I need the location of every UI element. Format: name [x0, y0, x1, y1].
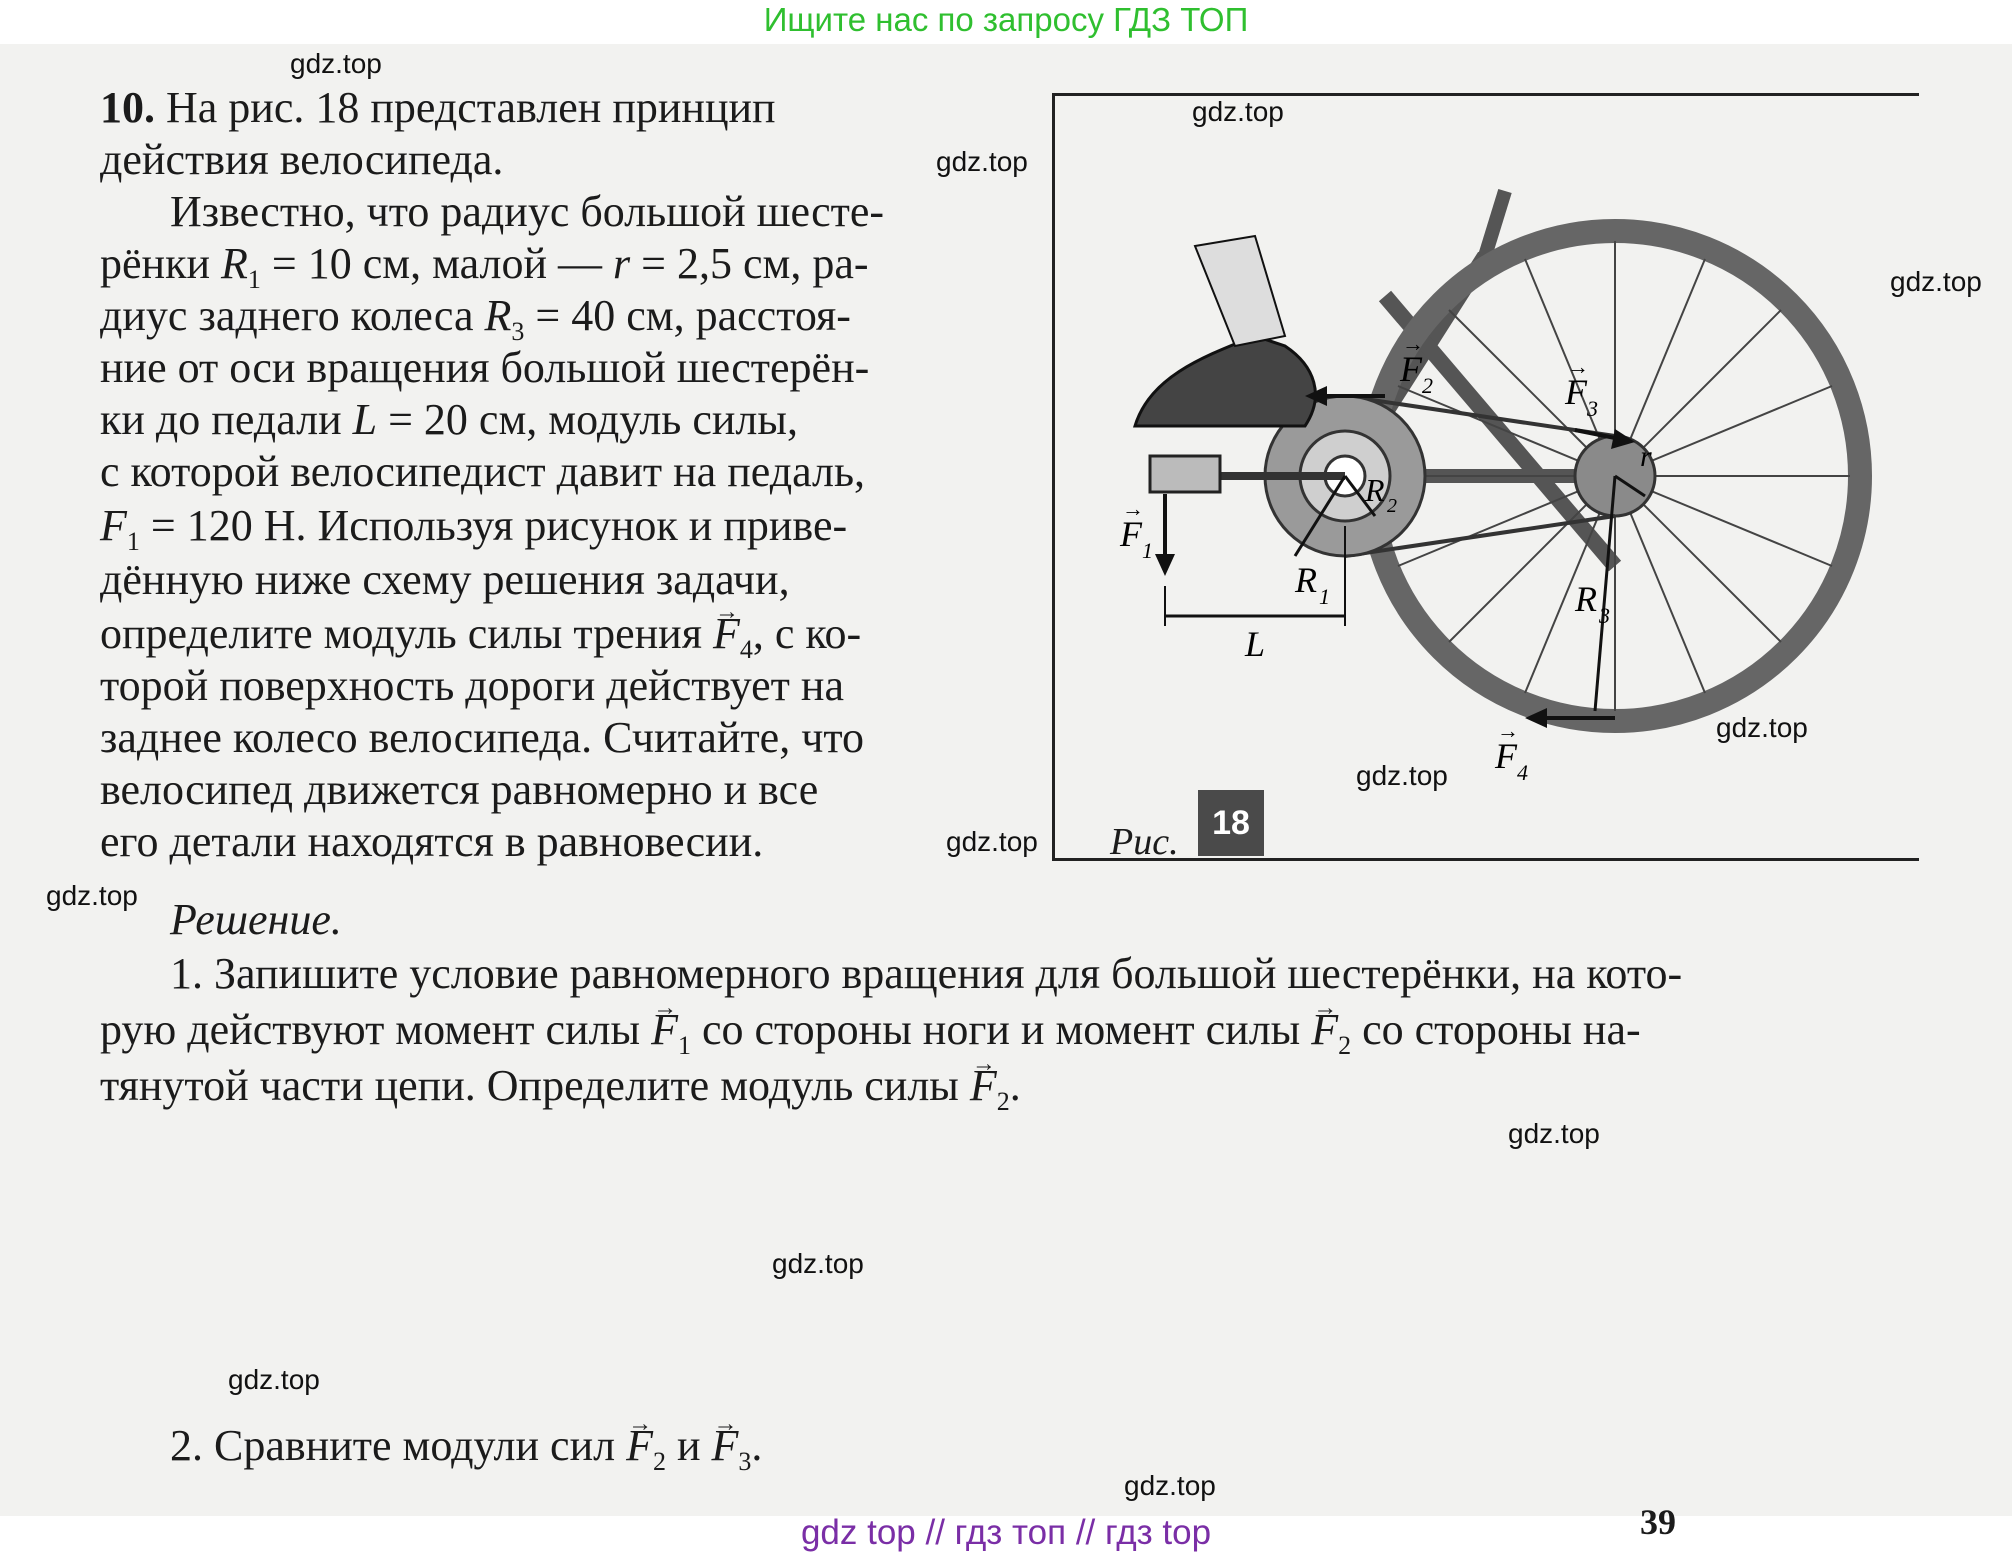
problem-line-2: действия велосипеда. — [100, 135, 504, 184]
watermark: gdz.top — [46, 880, 138, 911]
svg-text:→: → — [1497, 718, 1519, 743]
watermark: gdz.top — [1716, 712, 1808, 743]
label-f2: F — [1400, 349, 1422, 389]
problem-line-5: диус заднего колеса $R_3 = 40$ см, расстоя- — [100, 291, 851, 346]
watermark: gdz.top — [1124, 1470, 1216, 1501]
svg-text:2: 2 — [1422, 373, 1433, 398]
problem-line-7: ки до педали L = 20 см, модуль силы, — [100, 395, 798, 444]
label-r1: R — [1295, 560, 1317, 600]
watermark: gdz.top — [290, 48, 382, 79]
top-banner[interactable]: Ищите нас по запросу ГДЗ ТОП — [763, 1, 1249, 38]
page-number: 39 — [1640, 1502, 1676, 1542]
figure-number: 18 — [1198, 790, 1264, 856]
problem-line-4: рёнки $R_1 = 10$ см, малой — r = 2,5 см, ра- — [100, 239, 869, 294]
watermark: gdz.top — [1508, 1118, 1600, 1149]
problem-line-6: ние от оси вращения большой шестерён- — [100, 343, 870, 392]
problem-line-8: с которой велосипедист давит на педаль, — [100, 447, 866, 496]
watermark: gdz.top — [1890, 266, 1982, 297]
watermark: gdz.top — [228, 1364, 320, 1395]
label-f4: F — [1495, 736, 1517, 776]
svg-text:1: 1 — [1142, 538, 1153, 563]
problem-line-14: велосипед движется равномерно и все — [100, 765, 819, 814]
label-r2: R — [1365, 472, 1385, 508]
figure-caption: Рис. — [1110, 821, 1179, 863]
problem-line-9: $F_1 = 120$ Н. Используя рисунок и приве- — [100, 501, 848, 556]
svg-text:→: → — [1122, 496, 1144, 521]
problem-number: 10. — [100, 83, 155, 132]
problem-line-15: его детали находятся в равновесии. — [100, 817, 764, 866]
problem-text: На рис. 18 представлен принцип — [166, 83, 776, 132]
solution-heading: Решение. — [170, 895, 342, 944]
pedal — [1150, 456, 1220, 492]
watermark: gdz.top — [1192, 96, 1284, 127]
svg-text:3: 3 — [1587, 396, 1598, 421]
solution-step1-line3: тянутой части цепи. Определите модуль силы → $F_2$. — [100, 1060, 1021, 1128]
problem-line-10: дённую ниже схему решения задачи, — [100, 555, 790, 604]
shoe — [1135, 336, 1315, 426]
watermark: gdz.top — [772, 1248, 864, 1279]
leg — [1195, 236, 1285, 346]
problem-line-13: заднее колесо велосипеда. Считайте, что — [100, 713, 864, 762]
solution-step2: 2. Сравните модули сил → $F_2$ $и \to F_3$. — [170, 1420, 762, 1488]
watermark: gdz.top — [1356, 760, 1448, 791]
watermark: gdz.top — [946, 826, 1038, 857]
svg-text:→: → — [1567, 354, 1589, 379]
solution-step1-line1: 1. Запишите условие равномерного вращения для большой шестерёнки, на кото- — [170, 949, 1683, 998]
label-r3: R — [1575, 579, 1597, 619]
svg-text:3: 3 — [1599, 603, 1610, 628]
problem-line-1 — [100, 82, 776, 134]
label-r: r — [1640, 440, 1652, 473]
problem-line-12: торой поверхность дороги действует на — [100, 661, 844, 710]
label-l: L — [1245, 624, 1266, 664]
svg-text:1: 1 — [1319, 584, 1330, 609]
svg-text:→: → — [1402, 331, 1424, 356]
label-f1: F — [1120, 514, 1142, 554]
svg-text:4: 4 — [1517, 760, 1528, 785]
problem-line-3: Известно, что радиус большой шесте- — [170, 187, 885, 236]
watermark: gdz.top — [936, 146, 1028, 177]
label-f3: F — [1565, 372, 1587, 412]
bottom-banner[interactable]: gdz top // гдз топ // гдз top — [800, 1513, 1212, 1552]
svg-text:2: 2 — [1387, 495, 1397, 517]
problem-line-11: определите модуль силы трения → $F_4$, с ко- — [100, 608, 861, 676]
solution-step1-line2: рую действуют момент силы → $F_1$ со стороны ноги и момент силы → $F_2$ со стороны на- — [100, 1004, 1641, 1072]
